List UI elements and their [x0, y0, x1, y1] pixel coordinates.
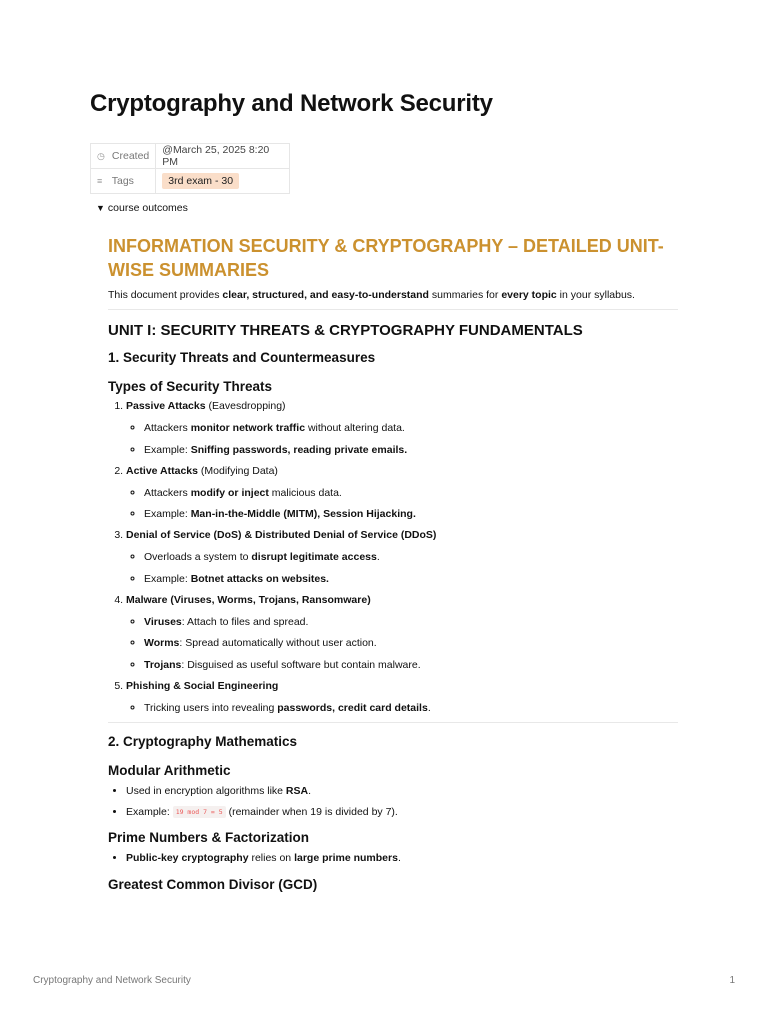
property-label: Created — [111, 150, 150, 162]
list-icon: ≡ — [97, 176, 103, 186]
modular-list — [108, 784, 678, 820]
intro-bold: every topic — [501, 289, 557, 301]
item-bold: Passive Attacks — [126, 400, 206, 412]
sub-list — [126, 486, 678, 522]
subsection-heading: Types of Security Threats — [108, 379, 273, 394]
property-label: Tags — [111, 175, 134, 187]
list-item: ◦ Trojans: Disguised as useful software but contain malware. — [144, 658, 678, 672]
property-key-tags — [91, 169, 156, 194]
intro-text: in your syllabus. — [556, 289, 635, 301]
list-item: ◦ Overloads a system to disrupt legitimate access. — [144, 550, 678, 564]
item-bold: Phishing & Social Engineering — [126, 679, 279, 692]
list-item: • Public-key cryptography relies on large prime numbers. — [126, 851, 678, 865]
list-item: • Example: 19 mod 7 = 5 (remainder when 19 is divided by 7). — [126, 805, 678, 819]
property-tags — [91, 169, 290, 194]
threats-list — [108, 399, 678, 715]
inline-code: 19 mod 7 = 5 — [173, 806, 226, 818]
section-heading: 2. Cryptography Mathematics — [108, 733, 298, 749]
subsection-heading: Modular Arithmetic — [108, 762, 231, 778]
clock-icon: ◷ — [97, 151, 105, 161]
item-text: (Modifying Data) — [197, 464, 278, 477]
intro-text: This document provides — [108, 289, 223, 301]
divider — [108, 309, 678, 310]
list-item: ◦ Attackers modify or inject malicious data. — [144, 486, 678, 500]
toggle-content — [108, 234, 678, 892]
page-number: 1 — [729, 975, 735, 986]
list-item: ◦ Example: Sniffing passwords, reading private emails. — [144, 443, 678, 457]
item-bold: Active Attacks — [126, 464, 198, 477]
property-key-created — [91, 144, 156, 169]
item-bold: Malware (Viruses, Worms, Trojans, Ransomware) — [126, 593, 371, 606]
footer-title: Cryptography and Network Security — [33, 975, 191, 986]
intro-text: summaries for — [428, 289, 502, 301]
item-text: (Eavesdropping) — [205, 400, 286, 412]
intro-bold: clear, structured, and easy-to-understand — [222, 289, 429, 301]
property-created — [91, 144, 290, 169]
sub-list — [126, 615, 678, 672]
sub-list — [126, 701, 678, 715]
document-heading: INFORMATION SECURITY & CRYPTOGRAPHY – DETAILED UNIT-WISE SUMMARIES — [108, 236, 664, 280]
section-heading: 1. Security Threats and Countermeasures — [108, 350, 376, 365]
item-bold: Denial of Service (DoS) & Distributed Denial of Service (DDoS) — [126, 529, 437, 541]
unit-heading: UNIT I: SECURITY THREATS & CRYPTOGRAPHY FUNDAMENTALS — [108, 322, 583, 339]
list-item — [126, 528, 678, 586]
list-item: ◦ Tricking users into revealing passwords, credit card details. — [144, 701, 678, 715]
list-item: ◦ Example: Man-in-the-Middle (MITM), Session Hijacking. — [144, 507, 678, 521]
list-item: ◦ Viruses: Attach to files and spread. — [144, 615, 678, 629]
list-item — [126, 399, 678, 457]
toggle-label: course outcomes — [107, 202, 188, 214]
list-item: ◦ Attackers monitor network traffic without altering data. — [144, 421, 678, 435]
created-value: @March 25, 2025 8:20 PM — [156, 144, 290, 169]
list-item: ◦ Worms: Spread automatically without user action. — [144, 636, 678, 650]
list-item — [126, 593, 678, 672]
list-item — [126, 464, 678, 522]
tag-badge[interactable]: 3rd exam - 30 — [162, 173, 239, 189]
triangle-down-icon[interactable]: ▼ — [96, 203, 105, 213]
list-item — [126, 679, 678, 715]
intro-paragraph — [108, 288, 678, 302]
sub-list — [126, 550, 678, 586]
tags-value — [156, 169, 290, 194]
properties-table — [90, 143, 290, 194]
subsection-heading: Prime Numbers & Factorization — [108, 830, 310, 845]
divider — [108, 722, 678, 723]
prime-list — [108, 851, 678, 865]
list-item: • Used in encryption algorithms like RSA. — [126, 784, 678, 798]
page-title: Cryptography and Network Security — [90, 90, 493, 117]
list-item: ◦ Example: Botnet attacks on websites. — [144, 572, 678, 586]
sub-list — [126, 421, 678, 457]
toggle-course-outcomes[interactable] — [96, 202, 188, 214]
subsection-heading: Greatest Common Divisor (GCD) — [108, 877, 318, 892]
